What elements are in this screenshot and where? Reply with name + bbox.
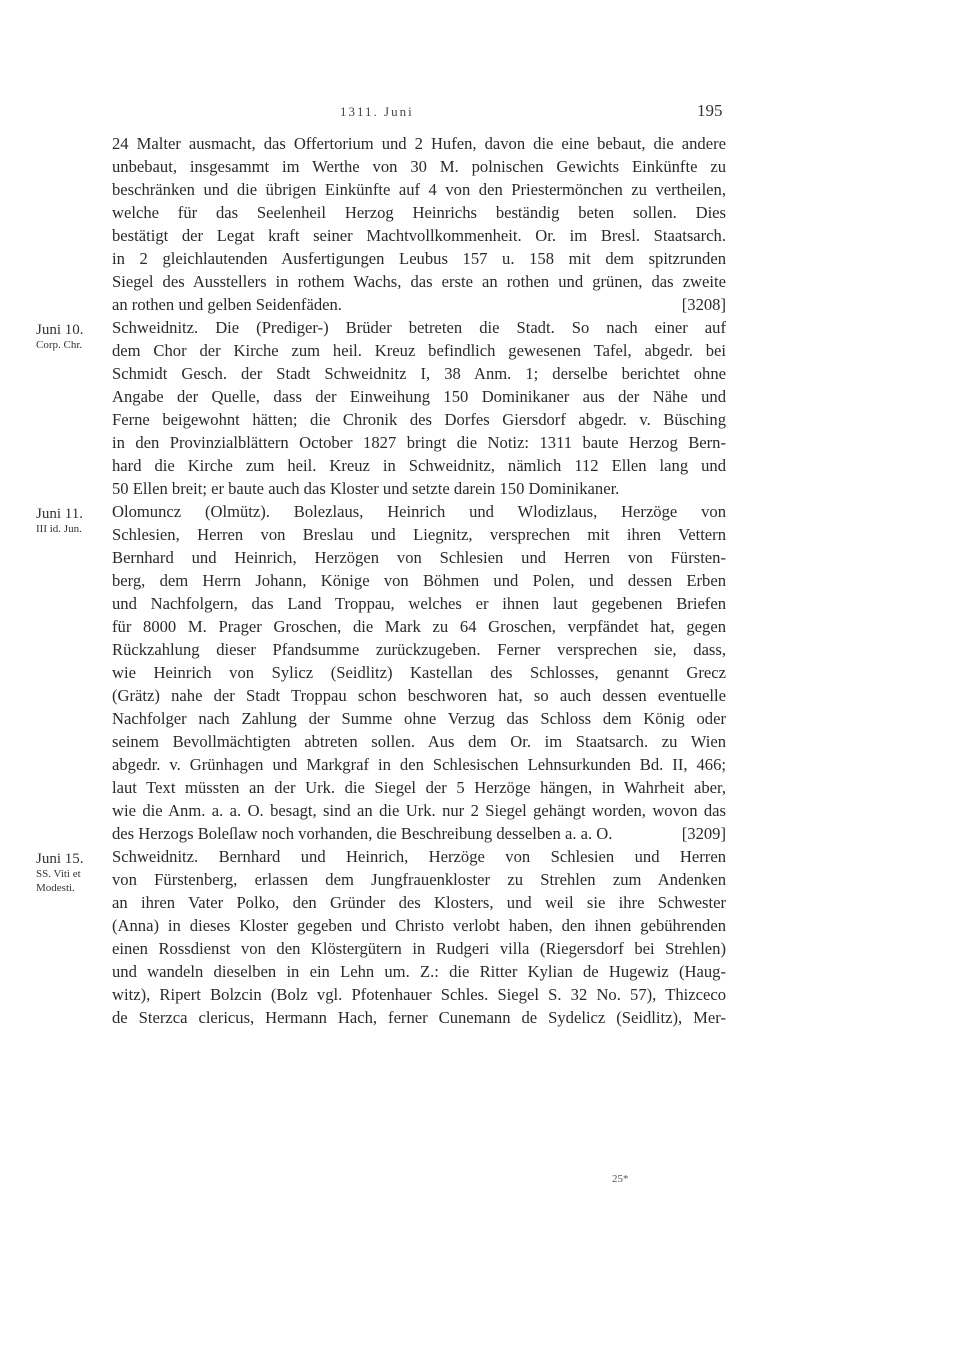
text-line: in den Provinzialblättern October 1827 bringt die Notiz: 1311 baute Herzog Bern- bbox=[112, 433, 726, 452]
text-line: wie Heinrich von Sylicz (Seidlitz) Kastellan des Schlosses, genannt Grecz bbox=[112, 663, 726, 682]
text-line bbox=[112, 822, 726, 845]
text-line: von Fürstenberg, erlassen dem Jungfrauenkloster zu Strehlen zum Andenken bbox=[112, 870, 726, 889]
text-line: Nachfolger nach Zahlung der Summe ohne Verzug das Schloss dem König oder bbox=[112, 709, 726, 728]
text-line: und wandeln dieselben in ein Lehn um. Z.: die Ritter Kylian de Hugewiz (Haug- bbox=[112, 962, 726, 981]
document-reference: [3209] bbox=[681, 824, 726, 843]
text-line: Schweidnitz. Die (Prediger-) Brüder betreten die Stadt. So nach einer auf bbox=[112, 318, 726, 337]
text-line: (Grätz) nahe der Stadt Troppau schon beschworen hat, so auch dessen eventuelle bbox=[112, 686, 726, 705]
text-line: unbebaut, insgesammt im Werthe von 30 M. polnischen Gewichts Einkünfte zu bbox=[112, 157, 726, 176]
text-line: abgedr. v. Grünhagen und Markgraf in den Schlesischen Lehnsurkunden Bd. II, 466; bbox=[112, 755, 726, 774]
margin-note bbox=[36, 851, 110, 895]
page-number: 195 bbox=[697, 101, 723, 120]
text-line: seinem Bevollmächtigten abtreten sollen. Aus dem Or. im Staatsarch. zu Wien bbox=[112, 732, 726, 751]
text-line: laut Text müssten an der Urk. die Siegel der 5 Herzöge hängen, in Wahrheit aber, bbox=[112, 778, 726, 797]
text-line: Angabe der Quelle, dass der Einweihung 150 Dominikaner aus der Nähe und bbox=[112, 387, 726, 406]
text-line: Schweidnitz. Bernhard und Heinrich, Herzöge von Schlesien und Herren bbox=[112, 847, 726, 866]
running-head: 1311. Juni bbox=[340, 104, 414, 119]
text-line: und Nachfolgern, das Land Troppau, welches er ihnen laut gegebenen Briefen bbox=[112, 594, 726, 613]
text-line: hard die Kirche zum heil. Kreuz in Schweidnitz, nämlich 112 Ellen lang und bbox=[112, 456, 726, 475]
document-reference: [3208] bbox=[681, 295, 726, 314]
margin-date: Juni 11. bbox=[36, 506, 83, 522]
text-line: Schlesien, Herren von Breslau und Liegnitz, versprechen mit ihren Vettern bbox=[112, 525, 726, 544]
signature-mark: 25* bbox=[612, 1173, 629, 1185]
text-line: Siegel des Ausstellers in rothem Wachs, das erste an rothen und grünen, das zweite bbox=[112, 272, 726, 291]
text-line: einen Rossdienst von den Klöstergütern in Rudgeri villa (Riegersdorf bei Strehlen) bbox=[112, 939, 726, 958]
text-line: bestätigt der Legat kraft seiner Machtvollkommenheit. Or. im Bresl. Staatsarch. bbox=[112, 226, 726, 245]
text-line: in 2 gleichlautenden Ausfertigungen Leubus 157 u. 158 mit dem spitzrunden bbox=[112, 249, 726, 268]
text-line bbox=[112, 293, 726, 316]
text-line: dem Chor der Kirche zum heil. Kreuz befindlich gewesenen Tafel, abgedr. bei bbox=[112, 341, 726, 360]
text-line: 50 Ellen breit; er baute auch das Kloster und setzte darein 150 Dominikaner. bbox=[112, 479, 620, 498]
text-line: beschränken und die übrigen Einkünfte auf 4 von den Priestermönchen zu vertheilen, bbox=[112, 180, 726, 199]
text-line: Schmidt Gesch. der Stadt Schweidnitz I, 38 Anm. 1; derselbe berichtet ohne bbox=[112, 364, 726, 383]
text-line: berg, dem Herrn Johann, Könige von Böhmen und Polen, und dessen Erben bbox=[112, 571, 726, 590]
text-line: Ferne beigewohnt hätten; die Chronik des Dorfes Giersdorf abgedr. v. Büsching bbox=[112, 410, 726, 429]
text-line: für 8000 M. Prager Groschen, die Mark zu 64 Groschen, verpfändet hat, gegen bbox=[112, 617, 726, 636]
text-line: de Sterzca clericus, Hermann Hach, ferner Cunemann de Sydelicz (Seidlitz), Mer- bbox=[112, 1008, 726, 1027]
text-line: Olomuncz (Olmütz). Bolezlaus, Heinrich und Wlodizlaus, Herzöge von bbox=[112, 502, 726, 521]
text-line: (Anna) in dieses Kloster gegeben und Christo verlobt haben, den ihnen gebührenden bbox=[112, 916, 726, 935]
text-line-content: des Herzogs Boleſlaw noch vorhanden, die Beschreibung desselben a. a. O. bbox=[112, 824, 613, 843]
text-line: 24 Malter ausmacht, das Offertorium und 2 Hufen, davon die eine bebaut, die andere bbox=[112, 134, 726, 153]
margin-note bbox=[36, 506, 110, 536]
text-line-content: an rothen und gelben Seidenfäden. bbox=[112, 295, 342, 314]
text-line: Rückzahlung dieser Pfandsumme zurückzugeben. Ferner versprechen sie, dass, bbox=[112, 640, 726, 659]
margin-date: Juni 15. bbox=[36, 851, 84, 867]
text-line: Bernhard und Heinrich, Herzögen von Schlesien und Herren von Fürsten- bbox=[112, 548, 726, 567]
text-line: an ihren Vater Polko, den Gründer des Klosters, und weil sie ihre Schwester bbox=[112, 893, 726, 912]
margin-source: Corp. Chr. bbox=[36, 339, 83, 351]
text-line: witz), Ripert Bolzcin (Bolz vgl. Pfotenhauer Schles. Siegel S. 32 No. 57), Thizceco bbox=[112, 985, 726, 1004]
margin-source: III id. Jun. bbox=[36, 523, 82, 535]
page-header bbox=[0, 101, 960, 128]
text-line: welche für das Seelenheil Herzog Heinrichs beständig beten sollen. Dies bbox=[112, 203, 726, 222]
text-line: wie die Anm. a. a. O. besagt, sind an die Urk. nur 2 Siegel gehängt worden, wovon das bbox=[112, 801, 726, 820]
margin-note bbox=[36, 322, 110, 352]
margin-date: Juni 10. bbox=[36, 322, 84, 338]
margin-source: SS. Viti et Modesti. bbox=[36, 868, 81, 894]
